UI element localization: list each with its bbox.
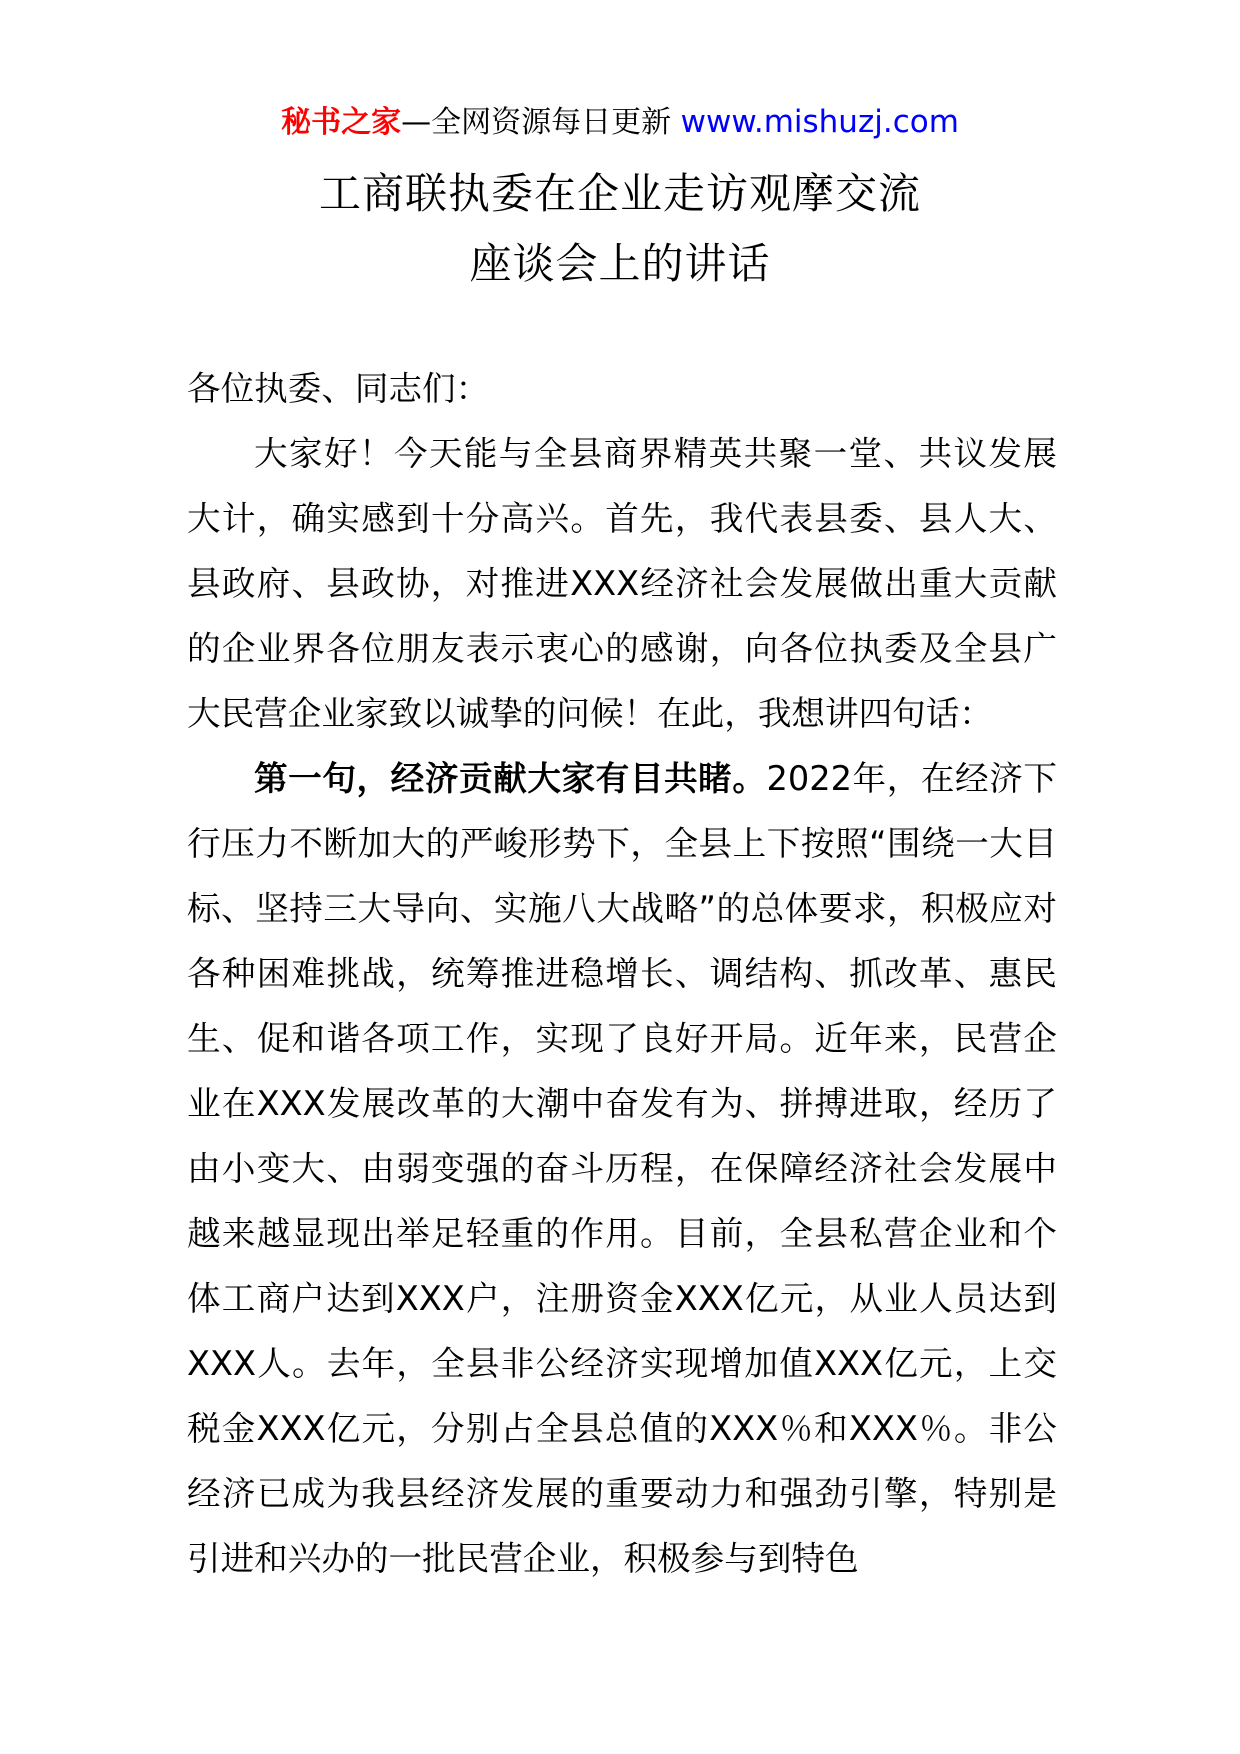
site-header xyxy=(0,102,1240,143)
site-url: www.mishuzj.com xyxy=(680,104,959,140)
brand-name: 秘书之家 xyxy=(281,105,402,140)
salutation: 各位执委、同志们： xyxy=(187,369,490,408)
header-tagline: —全网资源每日更新 xyxy=(401,105,672,140)
paragraph-first-point-text: 2022年，在经济下行压力不断加大的严峻形势下，全县上下按照“围绕一大目标、坚持三大导向、实施八大战略”的总体要求，积极应对各种困难挑战，统筹推进稳增长、调结构、抓改革、惠民生、促和谐各项工作，实现了良好开局。近年来，民营企业在XXX发展改革的大潮中奋发有为、拼搏进取，经历了由小变大、由弱变强的奋斗历程，在保障经济社会发展中越来越显现出举足轻重的作用。目前，全县私营企业和个体工商户达到XXX户，注册资金XXX亿元，从业人员达到XXX人。去年，全县非公经济实现增加值XXX亿元，上交税金XXX亿元，分别占全县总值的XXX％和XXX％。非公经济已成为我县经济发展的重要动力和强劲引擎，特别是引进和兴办的一批民营企业，积极参与到特色 xyxy=(187,759,1057,1578)
paragraph-first-point xyxy=(187,746,1057,1591)
document-title-line-1: 工商联执委在企业走访观摩交流 xyxy=(318,169,921,218)
paragraph-lead-sentence: 第一句，经济贡献大家有目共睹。 xyxy=(254,759,767,798)
document-title-line-2: 座谈会上的讲话 xyxy=(469,239,771,288)
document-body xyxy=(187,356,1057,1591)
paragraph-opening: 大家好！今天能与全县商界精英共聚一堂、共议发展大计，确实感到十分高兴。首先，我代表县委、县人大、县政府、县政协，对推进XXX经济社会发展做出重大贡献的企业界各位朋友表示衷心的感谢，向各位执委及全县广大民营企业家致以诚挚的问候！在此，我想讲四句话： xyxy=(187,434,1057,733)
